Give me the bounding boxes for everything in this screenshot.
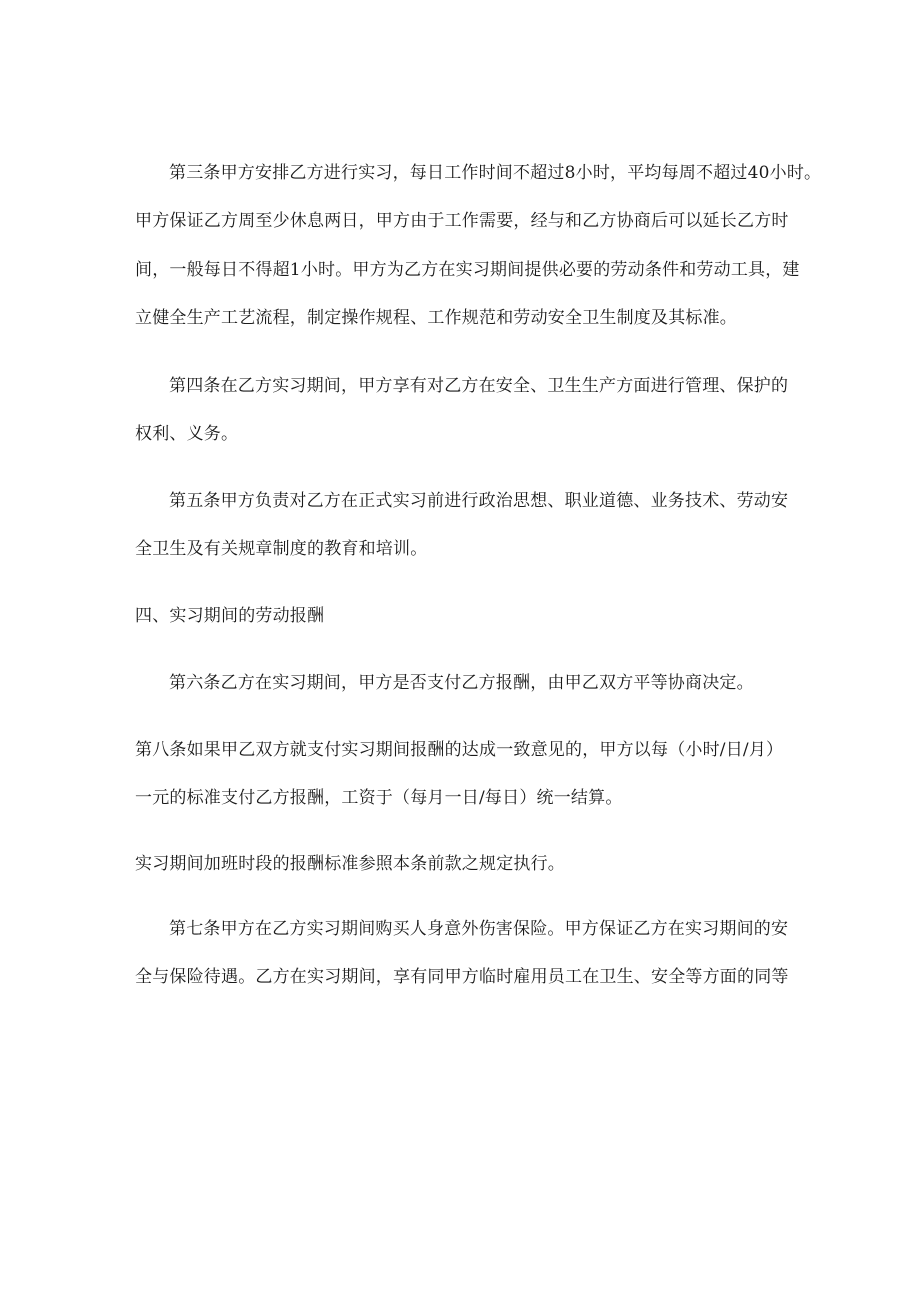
article-3-line-2: 甲方保证乙方周至少休息两日，甲方由于工作需要，经与和乙方协商后可以延长乙方时 (135, 211, 789, 231)
article-4-line-1: 第四条在乙方实习期间，甲方享有对乙方在安全、卫生生产方面进行管理、保护的 (169, 376, 789, 396)
article-3-line-4: 立健全生产工艺流程，制定操作规程、工作规范和劳动安全卫生制度及其标准。 (135, 308, 737, 328)
article-5-line-1: 第五条甲方负责对乙方在正式实习前进行政治思想、职业道德、业务技术、劳动安 (169, 491, 789, 511)
section-heading: 四、实习期间的劳动报酬 (135, 606, 325, 626)
article-8-line-1: 第八条如果甲乙双方就支付实习期间报酬的达成一致意见的，甲方以每（小时/日/月） (135, 740, 784, 760)
overtime-note: 实习期间加班时段的报酬标准参照本条前款之规定执行。 (135, 854, 565, 874)
article-6-line-1: 第六条乙方在实习期间，甲方是否支付乙方报酬，由甲乙双方平等协商决定。 (169, 673, 754, 693)
article-7-line-2: 全与保险待遇。乙方在实习期间，享有同甲方临时雇用员工在卫生、安全等方面的同等 (135, 967, 789, 987)
article-8-line-2: 一元的标准支付乙方报酬，工资于（每月一日/每日）统一结算。 (135, 788, 623, 808)
article-3-line-3: 间，一般每日不得超1小时。甲方为乙方在实习期间提供必要的劳动条件和劳动工具，建 (135, 260, 800, 280)
article-4-line-2: 权利、义务。 (135, 424, 239, 444)
article-7-line-1: 第七条甲方在乙方实习期间购买人身意外伤害保险。甲方保证乙方在实习期间的安 (169, 919, 789, 939)
article-3-line-1: 第三条甲方安排乙方进行实习，每日工作时间不超过8小时，平均每周不超过40小时。 (169, 163, 822, 183)
article-5-line-2: 全卫生及有关规章制度的教育和培训。 (135, 539, 428, 559)
